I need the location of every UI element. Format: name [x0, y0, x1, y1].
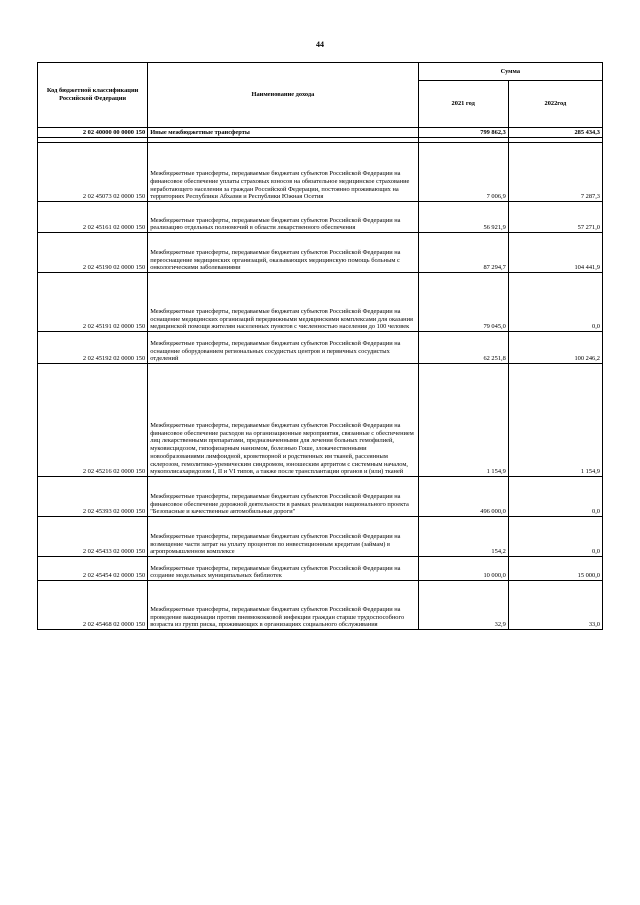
table-row [38, 233, 603, 273]
row-value-2022: 33,0 [508, 581, 602, 630]
table-row [38, 364, 603, 477]
row-name: Межбюджетные трансферты, передаваемые бюджетам субъектов Российской Федерации на финансовое обеспечение дорожной деятельности в рамках реализации национального проекта "Безопасные и качественные автомобильные дороги" [148, 477, 418, 517]
row-name: Межбюджетные трансферты, передаваемые бюджетам субъектов Российской Федерации на оснащение оборудованием региональных сосудистых центров и первичных сосудистых отделений [148, 332, 418, 364]
row-value-2021: 7 006,9 [418, 143, 508, 202]
row-code: 2 02 45192 02 0000 150 [38, 332, 148, 364]
row-value-2022: 100 246,2 [508, 332, 602, 364]
header-code: Код бюджетной классификации Российской Федерации [38, 63, 148, 128]
row-code: 2 02 45433 02 0000 150 [38, 517, 148, 557]
row-code: 2 02 45191 02 0000 150 [38, 273, 148, 332]
table-row [38, 477, 603, 517]
table-row [38, 517, 603, 557]
row-code: 2 02 45073 02 0000 150 [38, 143, 148, 202]
row-value-2022: 7 287,3 [508, 143, 602, 202]
row-code: 2 02 45454 02 0000 150 [38, 557, 148, 581]
table-row [38, 273, 603, 332]
row-value-2021: 10 000,0 [418, 557, 508, 581]
row-name: Межбюджетные трансферты, передаваемые бюджетам субъектов Российской Федерации на возмещение части затрат на уплату процентов по инвестиционным кредитам (займам) в агропромышленном комплексе [148, 517, 418, 557]
table-row [38, 581, 603, 630]
table-row [38, 143, 603, 202]
row-value-2022: 1 154,9 [508, 364, 602, 477]
row-name: Межбюджетные трансферты, передаваемые бюджетам субъектов Российской Федерации на переоснащение медицинских организаций, оказывающих медицинскую помощь больным с онкологическими заболеваниями [148, 233, 418, 273]
row-value-2021: 79 045,0 [418, 273, 508, 332]
row-code: 2 02 45190 02 0000 150 [38, 233, 148, 273]
row-value-2022: 0,0 [508, 273, 602, 332]
header-sum: Сумма [418, 63, 602, 81]
row-code: 2 02 45161 02 0000 150 [38, 202, 148, 233]
header-year-2022: 2022год [508, 81, 602, 128]
row-name: Межбюджетные трансферты, передаваемые бюджетам субъектов Российской Федерации на оснащение медицинских организаций передвижными медицинскими комплексами для оказания медицинской помощи жителям населенных пунктов с численностью населения до 100 человек [148, 273, 418, 332]
row-value-2021: 799 862,3 [418, 128, 508, 138]
row-code: 2 02 45216 02 0000 150 [38, 364, 148, 477]
row-value-2021: 154,2 [418, 517, 508, 557]
row-name: Межбюджетные трансферты, передаваемые бюджетам субъектов Российской Федерации на проведение вакцинации против пневмококковой инфекции граждан старше трудоспособного возраста из групп риска, проживающих в организациях социального обслуживания [148, 581, 418, 630]
row-value-2021: 1 154,9 [418, 364, 508, 477]
row-name: Межбюджетные трансферты, передаваемые бюджетам субъектов Российской Федерации на создание модельных муниципальных библиотек [148, 557, 418, 581]
row-code: 2 02 40000 00 0000 150 [38, 128, 148, 138]
page-number: 44 [316, 40, 324, 49]
budget-table [37, 62, 603, 630]
row-code: 2 02 45393 02 0000 150 [38, 477, 148, 517]
row-value-2021: 62 251,8 [418, 332, 508, 364]
row-name: Межбюджетные трансферты, передаваемые бюджетам субъектов Российской Федерации на финансовое обеспечение расходов на организационные мероприятия, связанные с обеспечением лиц лекарственными препаратами, предназначенными для лечения больных гемофилией, муковисцидозом, гипофизарным нанизмом, болезнью Гоше, злокачественными новообразованиями лимфоидной, кроветворной и родственных им тканей, рассеянным склерозом, гемолитико-уремическим синдромом, юношеским артритом с системным началом, мукополисахаридозом I, II и VI типов, а также после трансплантации органов и (или) тканей [148, 364, 418, 477]
table-row [38, 332, 603, 364]
row-value-2022: 57 271,0 [508, 202, 602, 233]
row-value-2022: 285 434,3 [508, 128, 602, 138]
row-value-2022: 0,0 [508, 477, 602, 517]
row-name: Иные межбюджетные трансферты [148, 128, 418, 138]
header-year-2021: 2021 год [418, 81, 508, 128]
table-row [38, 557, 603, 581]
row-name: Межбюджетные трансферты, передаваемые бюджетам субъектов Российской Федерации на финансовое обеспечение уплаты страховых взносов на обязательное медицинское страхование неработающего населения за граждан Российской Федерации, постоянно проживающих на территориях Республики Абхазия и Республики Южная Осетия [148, 143, 418, 202]
row-value-2021: 32,9 [418, 581, 508, 630]
row-code: 2 02 45468 02 0000 150 [38, 581, 148, 630]
row-value-2022: 0,0 [508, 517, 602, 557]
row-value-2021: 56 921,9 [418, 202, 508, 233]
table-row [38, 202, 603, 233]
row-value-2022: 104 441,9 [508, 233, 602, 273]
header-name: Наименование дохода [148, 63, 418, 128]
table-row-total [38, 128, 603, 138]
row-value-2022: 15 000,0 [508, 557, 602, 581]
row-name: Межбюджетные трансферты, передаваемые бюджетам субъектов Российской Федерации на реализацию отдельных полномочий в области лекарственного обеспечения [148, 202, 418, 233]
row-value-2021: 496 000,0 [418, 477, 508, 517]
row-value-2021: 87 294,7 [418, 233, 508, 273]
